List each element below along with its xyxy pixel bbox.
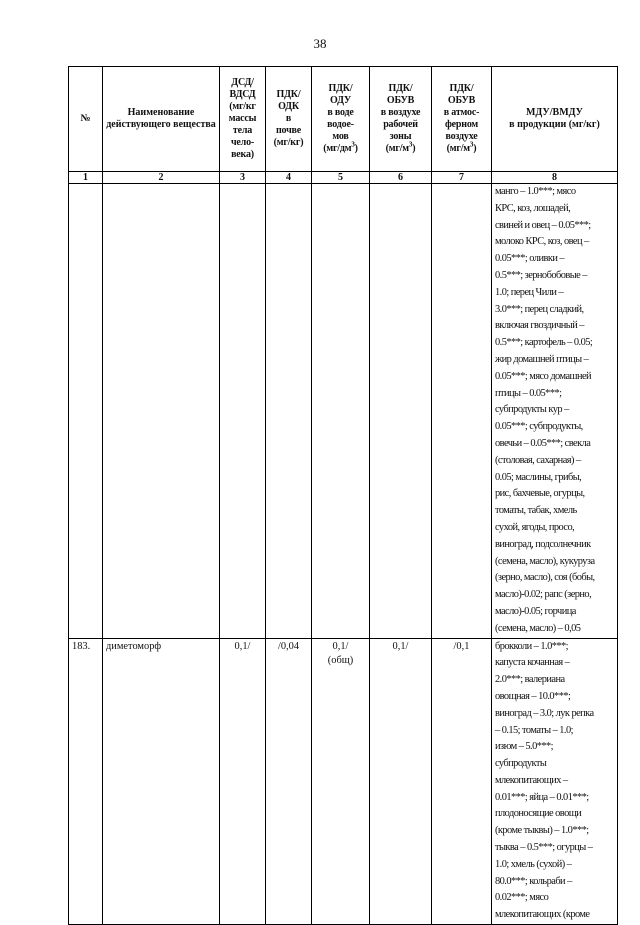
header-obuv-work: ПДК/ ОБУВ в воздухе рабочей зоны $(мг/м^3)$	[370, 67, 432, 172]
header-obuv-atm: ПДК/ ОБУВ в атмос- ферном воздухе $(мг/м^3)$	[432, 67, 492, 172]
pesticide-table	[68, 66, 618, 925]
column-number: 4	[266, 172, 312, 184]
cell-empty	[312, 184, 370, 639]
cell-empty	[266, 184, 312, 639]
column-number-row	[69, 172, 618, 184]
obuv-work-value: 0,1/	[370, 638, 432, 925]
header-name: Наименование действующего вещества	[103, 67, 220, 172]
table-row-183	[69, 638, 618, 925]
cell-empty	[103, 184, 220, 639]
header-row	[69, 67, 618, 172]
header-pdk-soil: ПДК/ ОДК в почве (мг/кг)	[266, 67, 312, 172]
obuv-atm-value: /0,1	[432, 638, 492, 925]
table-row-continuation	[69, 184, 618, 639]
pdk-soil-value: /0,04	[266, 638, 312, 925]
column-number: 1	[69, 172, 103, 184]
column-number: 2	[103, 172, 220, 184]
header-pdk-water: ПДК/ ОДУ в воде водое- мов $(мг/дм^3)$	[312, 67, 370, 172]
header-mdu: МДУ/ВМДУ в продукции (мг/кг)	[492, 67, 618, 172]
cell-empty	[69, 184, 103, 639]
column-number: 7	[432, 172, 492, 184]
column-number: 8	[492, 172, 618, 184]
header-no: №	[69, 67, 103, 172]
column-number: 6	[370, 172, 432, 184]
cell-empty	[370, 184, 432, 639]
row-number: 183.	[69, 638, 103, 925]
dsd-value: 0,1/	[220, 638, 266, 925]
substance-name: диметоморф	[103, 638, 220, 925]
column-number: 5	[312, 172, 370, 184]
header-dsd: ДСД/ ВДСД (мг/кг массы тела чело- века)	[220, 67, 266, 172]
page-number: 38	[313, 36, 327, 51]
mdu-cell: брокколи – 1.0***; капуста кочанная – 2.0***; валериана овощная – 10.0***; виноград – 3.0; лук репка – 0.15; томаты – 1.0; изюм – 5.0***; субпродукты млекопитающих – 0.01***; яйца – 0.01***; плодоносящие овощи (кроме тыквы) – 1.0***; тыква – 0.5***; огурцы – 1.0; хмель (сухой) – 80.0***; кольраби – 0.02***; мясо млекопитающих (кроме	[492, 638, 618, 925]
column-number: 3	[220, 172, 266, 184]
mdu-cell: манго – 1.0***; мясо КРС, коз, лошадей, свиней и овец – 0.05***; молоко КРС, коз, овец – 0.05***; оливки – 0.5***; зернобобовые – 1.0; перец Чили – 3.0***; перец сладкий, включая гвоздичный – 0.5***; картофель – 0.05; жир домашней птицы – 0.05***; мясо домашней птицы – 0.05***; субпродукты кур – 0.05***; субпродукты, овечьи – 0.05***; свекла (столовая, сахарная) – 0.05; маслины, грибы, рис, бахчевые, огурцы, томаты, табак, хмель сухой, ягоды, просо, виноград, подсолнечник (семена, масло), кукуруза (зерно, масло), соя (бобы, масло)-0.02; рапс (зерно, масло)-0.05; горчица (семена, масло) – 0,05	[492, 184, 618, 639]
cell-empty	[432, 184, 492, 639]
pdk-water-value: 0,1/ (общ)	[312, 638, 370, 925]
cell-empty	[220, 184, 266, 639]
